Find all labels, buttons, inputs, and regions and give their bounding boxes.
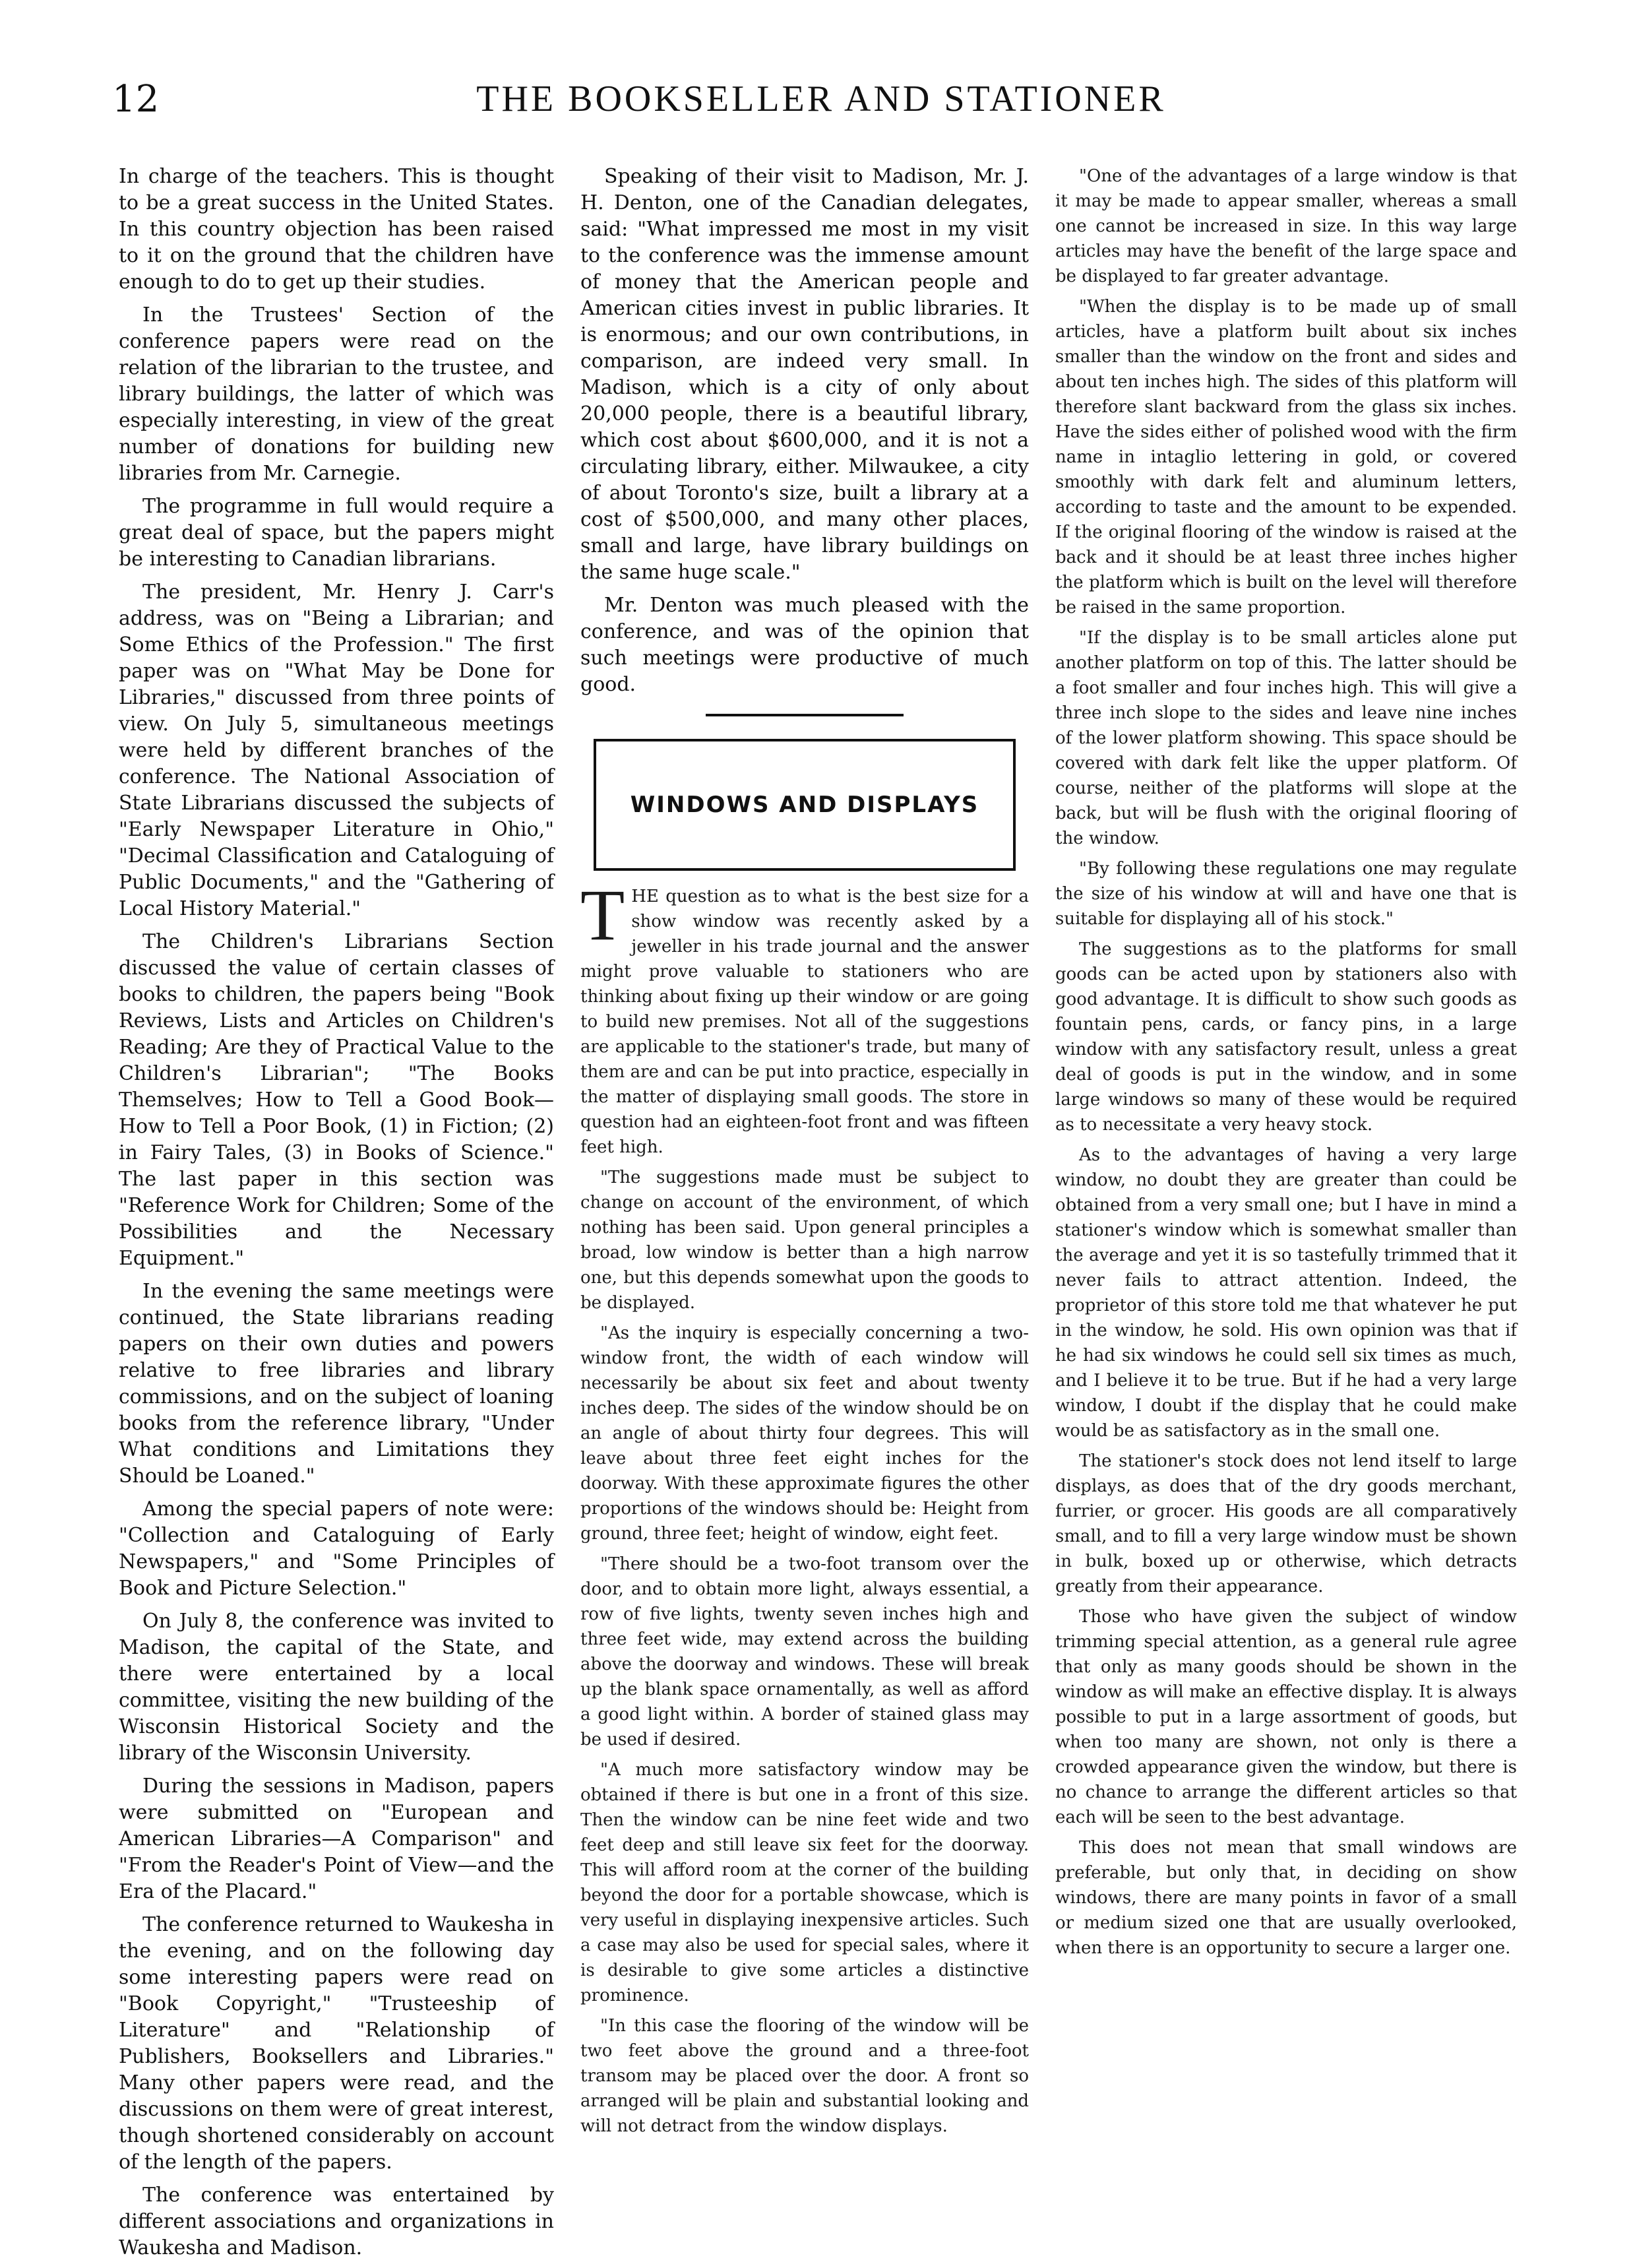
paragraph: Speaking of their visit to Madison, Mr. J. H. Denton, one of the Canadian delegates, said: "What impressed me most in my visit to the conference was the immense amount of money that the American people and American cities invest in public libraries. It is enormous; and our own contributions, in comparison, are indeed very small. In Madison, which is a city of only about 20,000 people, there is a beautiful library, which cost about $600,000, and it is not a circulating library, either. Milwaukee, a city of about Toronto's size, built a library at a cost of $500,000, and many other places, small and large, have library buildings on the same huge scale." [580, 165, 1029, 584]
article-paragraph: "In this case the flooring of the window will be two feet above the ground and a three-foot transom may be placed over the door. A front so arranged will be plain and substantial looking and will not detract from the window displays. [580, 2016, 1029, 2136]
article-paragraph: "The suggestions made must be subject to change on account of the environment, of which nothing has been said. Upon general principles a broad, low window is better than a high narrow one, but this depends somewhat upon the goods to be displayed. [580, 1168, 1029, 1313]
paragraph: The suggestions as to the platforms for small goods can be acted upon by stationers also with good advantage. It is difficult to show such goods as fountain pens, cards, or fancy pins, in a large window with any satisfactory result, unless a great deal of goods is put in the window, and in some large windows so many of these would be required as to necessitate a very heavy stock. [1055, 939, 1517, 1135]
journal-title: THE BOOKSELLER AND STATIONER [476, 79, 1166, 119]
paragraph: The stationer's stock does not lend itself to large displays, as does that of the dry goods merchant, furrier, or grocer. His goods are all comparatively small, and to fill a very large window must be shown in bulk, boxed up or otherwise, which detracts greatly from their appearance. [1055, 1451, 1517, 1596]
article-paragraph: "There should be a two-foot transom over the door, and to obtain more light, always essential, a row of five lights, twenty seven inches high and three feet wide, may extend across the building above the doorway and windows. These will break up the blank space ornamentally, as well as afford a good light within. A border of stained glass may be used if desired. [580, 1554, 1029, 1749]
article-lead-text: HE question as to what is the best size for a show window was recently asked by a jeweller in his trade journal and the answer might prove valuable to stationers who are thinking about fixing up their window or are going to build new premises. Not all of the suggestions are applicable to the stationer's trade, but many of them are and can be put into practice, especially in the matter of displaying small goods. The store in question had an eighteen-foot front and was fifteen feet high. [580, 887, 1029, 1157]
paragraph: "By following these regulations one may regulate the size of his window at will and have one that is suitable for displaying all of his stock." [1055, 859, 1517, 929]
article-paragraph: "As the inquiry is especially concerning a two-window front, the width of each window will necessarily be about six feet and about twenty inches deep. The sides of the window should be on an angle of about thirty four degrees. This will leave about three feet eight inches for the doorway. With these approximate figures the other proportions of the windows should be: Height from ground, three feet; height of window, eight feet. [580, 1323, 1029, 1544]
paragraph: The Children's Librarians Section discussed the value of certain classes of books to children, the papers being "Book Reviews, Lists and Articles on Children's Reading; Are they of Practical Value to the Children's Librarian"; "The Books Themselves; How to Tell a Good Book—How to Tell a Poor Book, (1) in Fiction; (2) in Fairy Tales, (3) in Books of Science." The last paper in this section was "Reference Work for Children; Some of the Possibilities and the Necessary Equipment." [119, 930, 554, 1270]
paragraph: In the Trustees' Section of the conference papers were read on the relation of the librarian to the trustee, and library buildings, the latter of which was especially interesting, in view of the great number of donations for building new libraries from Mr. Carnegie. [119, 303, 554, 485]
paragraph: "If the display is to be small articles alone put another platform on top of this. The latter should be a foot smaller and four inches high. This will give a three inch slope to the sides and leave nine inches of the lower platform showing. This space should be covered with dark felt like the upper platform. Of course, neither of the platforms will slope at the back, but will be flush with the original flooring of the window. [1055, 628, 1517, 848]
drop-cap: T [580, 875, 625, 955]
paragraph: This does not mean that small windows are preferable, but only that, in deciding on show windows, there are many points in favor of a small or medium sized one that are usually overlooked, when there is an opportunity to secure a larger one. [1055, 1838, 1517, 1958]
section-title: WINDOWS AND DISPLAYS [630, 792, 979, 818]
paragraph: In charge of the teachers. This is thought to be a great success in the United States. In this country objection has been raised to it on the ground that the children have enough to do to get up their studies. [119, 165, 554, 294]
column-2 [580, 164, 1029, 2144]
paragraph: Mr. Denton was much pleased with the conference, and was of the opinion that such meetings were productive of much good. [580, 594, 1029, 696]
article-body [580, 875, 1029, 2139]
paragraph: The programme in full would require a great deal of space, but the papers might be interesting to Canadian librarians. [119, 495, 554, 571]
paragraph: The conference was entertained by different associations and organizations in Waukesha and Madison. [119, 2184, 554, 2259]
paragraph: During the sessions in Madison, papers were submitted on "European and American Libraries—A Comparison" and "From the Reader's Point of View—and the Era of the Placard." [119, 1775, 554, 1903]
paragraph: On July 8, the conference was invited to Madison, the capital of the State, and there were entertained by a local committee, visiting the new building of the Wisconsin Historical Society and the library of the Wisconsin University. [119, 1610, 554, 1765]
paragraph: Those who have given the subject of window trimming special attention, as a general rule agree that only as many goods should be shown in the window as will make an effective display. It is always possible to put in a large assortment of goods, but when too many are shown, not only is there a crowded appearance given the window, but there is no chance to arrange the different articles so that each will be seen to the best advantage. [1055, 1607, 1517, 1827]
page-header [112, 78, 1530, 144]
section-divider [706, 714, 904, 716]
article-paragraph: "A much more satisfactory window may be obtained if there is but one in a front of this size. Then the window can be nine feet wide and two feet deep and still leave six feet for the doorway. This will afford room at the corner of the building beyond the door for a portable showcase, which is very useful in displaying inexpensive articles. Such a case may also be used for special sales, where it is desirable to give some articles a distinctive prominence. [580, 1760, 1029, 2005]
paragraph: As to the advantages of having a very large window, no doubt they are greater than could be obtained from a very small one; but I have in mind a stationer's window which is somewhat smaller than the average and yet it is so tastefully trimmed that it never fails to attract attention. Indeed, the proprietor of this store told me that whatever he put in the window, he sold. His own opinion was that if he had six windows he could sell six times as much, and I believe it to be true. But if he had a very large window, I doubt if the display that he could make would be as satisfactory as in the small one. [1055, 1145, 1517, 1441]
article-paragraph [580, 875, 1029, 1160]
paragraph: Among the special papers of note were: "Collection and Cataloguing of Early Newspapers," and "Some Principles of Book and Picture Selection." [119, 1497, 554, 1600]
paragraph: The conference returned to Waukesha in the evening, and on the following day some interesting papers were read on "Book Copyright," "Trusteeship of Literature" and "Relationship of Publishers, Booksellers and Libraries." Many other papers were read, and the discussions on them were of great interest, though shortened considerably on account of the length of the papers. [119, 1913, 554, 2174]
page-number: 12 [112, 78, 160, 121]
paragraph: "When the display is to be made up of small articles, have a platform built about six inches smaller than the window on the front and sides and about ten inches high. The sides of this platform will therefore slant backward from the glass six inches. Have the sides either of polished wood with the firm name in intaglio lettering in gold, or covered smoothly with dark felt and aluminum letters, according to taste and the amount to be expended. If the original flooring of the window is raised at the back and it should be at least three inches higher the platform which is built on the level will therefore be raised in the same proportion. [1055, 297, 1517, 617]
paragraph: In the evening the same meetings were continued, the State librarians reading papers on their own duties and powers relative to free libraries and library commissions, and on the subject of loaning books from the reference library, "Under What conditions and Limitations they Should be Loaned." [119, 1280, 554, 1488]
column-3 [1055, 164, 1517, 1966]
paragraph: The president, Mr. Henry J. Carr's address, was on "Being a Librarian; and Some Ethics of the Profession." The first paper was on "What May be Done for Libraries," discussed from three points of view. On July 5, simultaneous meetings were held by different branches of the conference. The National Association of State Librarians discussed the subjects of "Early Newspaper Literature in Ohio," "Decimal Classification and Cataloguing of Public Documents," and the "Gathering of Local History Material." [119, 581, 554, 920]
section-heading-box [594, 739, 1016, 871]
paragraph: "One of the advantages of a large window is that it may be made to appear smaller, whereas a small one cannot be increased in size. In this way large articles may have the benefit of the large space and be displayed to far greater advantage. [1055, 166, 1517, 286]
column-1 [119, 164, 554, 2268]
